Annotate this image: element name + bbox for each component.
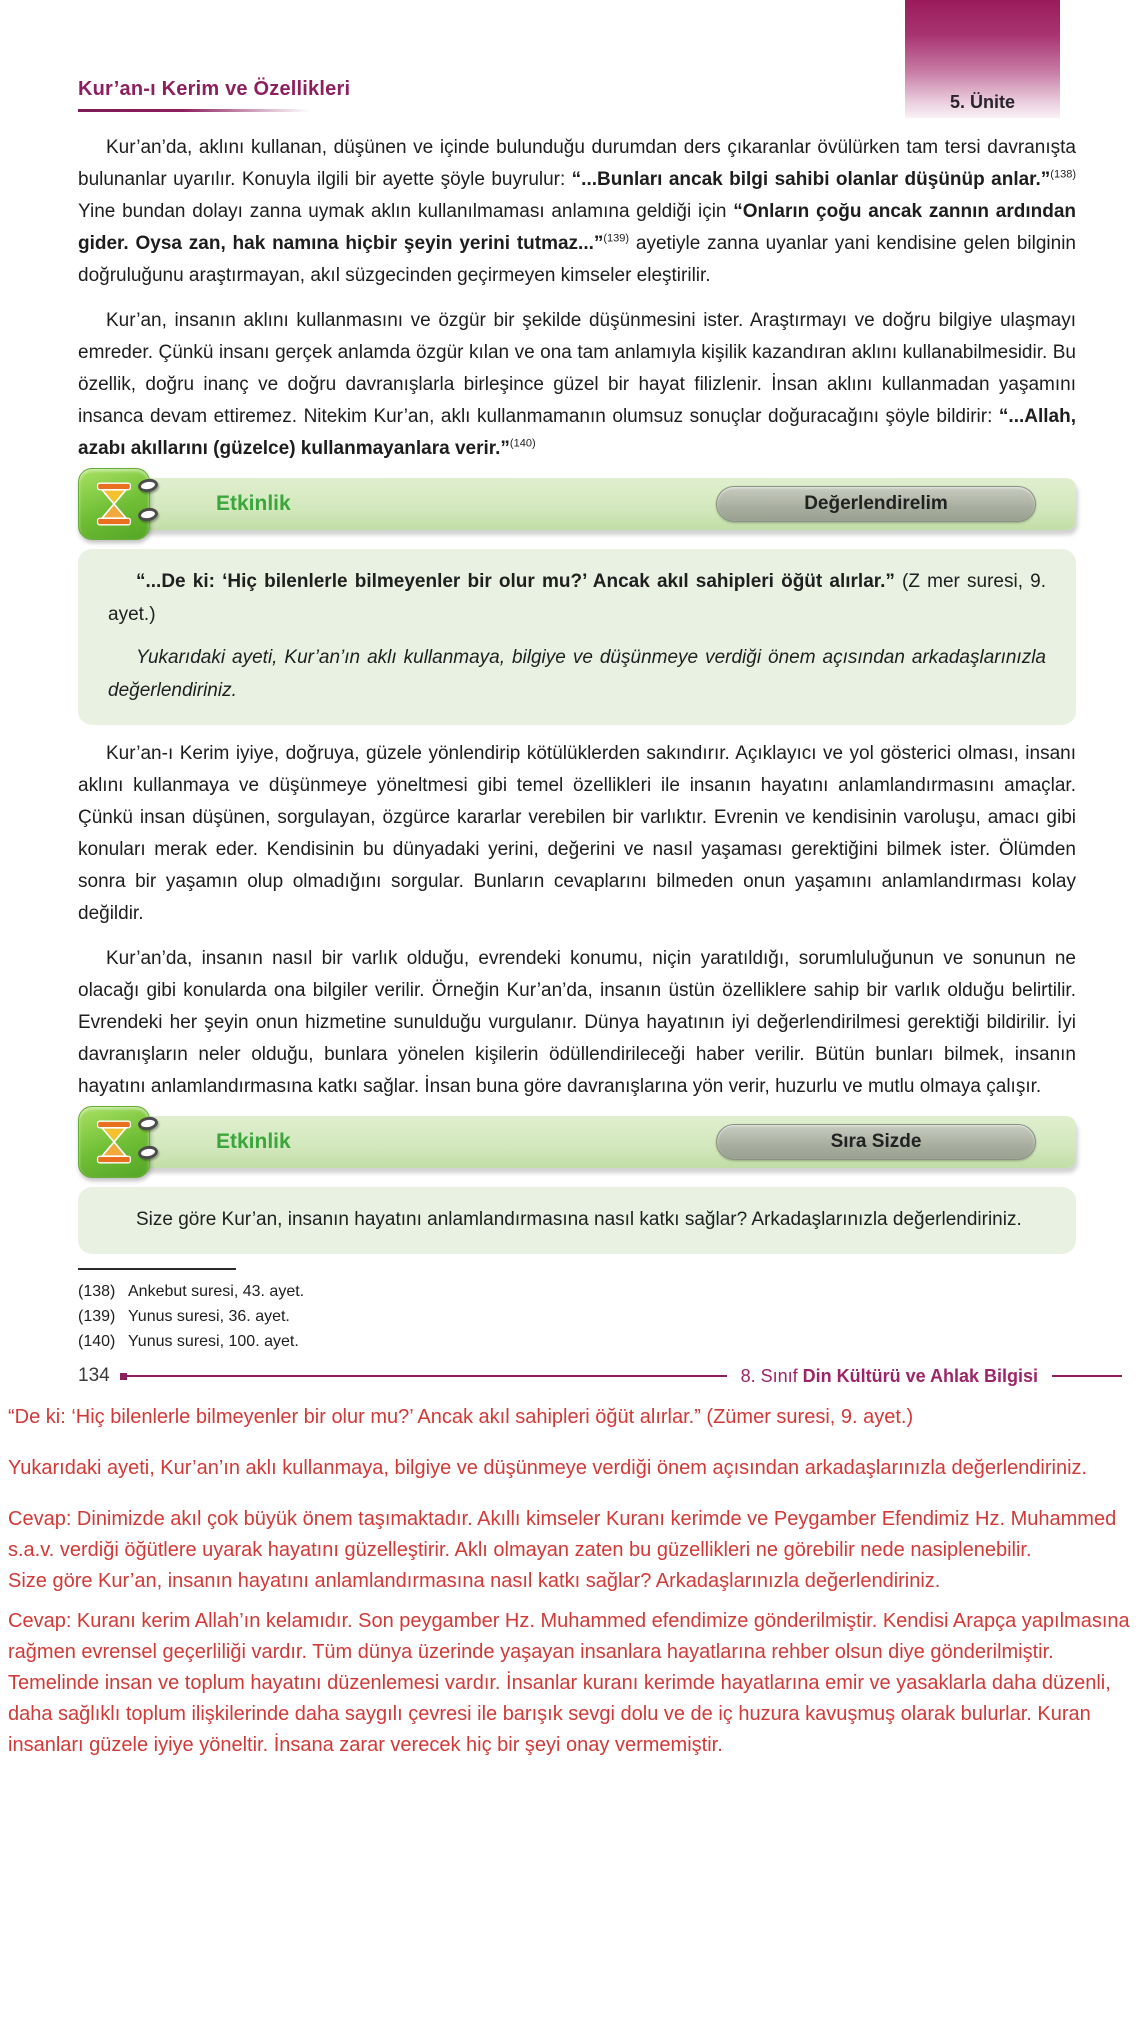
course-grade: 8. Sınıf <box>740 1365 803 1386</box>
footnote-139 <box>78 1304 1148 1329</box>
activity-question: Size göre Kur’an, insanın hayatını anlamlandırmasına nasıl katkı sağlar? Arkadaşlarınızla değerlendiriniz. <box>136 1209 1022 1230</box>
paragraph-2 <box>78 305 1076 465</box>
activity-box-1 <box>78 467 1076 725</box>
quote-bold: “...De ki: ‘Hiç bilenlerle bilmeyenler bir olur mu?’ Ancak akıl sahipleri öğüt alırlar.” <box>136 571 895 592</box>
page-number: 134 <box>78 1365 110 1386</box>
activity-badge-degerlendirelim: Değerlendirelim <box>716 486 1036 522</box>
activity-instruction: Yukarıdaki ayeti, Kur’an’ın aklı kullanmaya, bilgiye ve düşünmeye verdiği önem açısından arkadaşlarınızla değerlendiriniz. <box>108 647 1046 701</box>
footnote-ref-140: (140) <box>509 437 536 450</box>
paragraph-4: Kur’an’da, insanın nasıl bir varlık olduğu, evrendeki konumu, niçin yaratıldığı, sorumluluğunun ve sonunun ne olacağı gibi konularda ona bilgiler verilir. Örneğin Kur’an’da, insanın üstün özelliklere sahip bir varlık olduğu belirtilir. Evrendeki her şeyin onun hizmetine sunulduğu vurgulanır. Dünya hayatının iyi değerlendirilmesi gerektiği bildirilir. İyi davranışların neler olduğu, bunlara yönelen kişilerin ödüllendirileceği haber verilir. Bütün bunları bilmek, insanın hayatını anlamlandırmasına katkı sağlar. İnsan buna göre davranışlarına yön verir, huzurlu ve mutlu olmaya çalışır. <box>78 948 1076 1097</box>
footnote-number: (138) <box>78 1283 116 1300</box>
answer-2: Cevap: Kuranı kerim Allah’ın kelamıdır. Son peygamber Hz. Muhammed efendimize gönderilmiştir. Kendisi Arapça yapılmasına rağmen evrensel geçerliliği vardır. Tüm dünya üzerinde yaşayan insanlara hayatlarına rehber olsun diye gönderilmiştir. Temelinde insan ve toplum hayatını düzenlemesi vardır. İnsanlar kuranı kerimde hayatlarına emir ve yasaklarla daha düzenli, daha sağlıklı toplum ilişkilerinde daha saygılı çevresi ile barışık sevgi dolu ve de iç huzura kavuşmuş olarak bulurlar. Kuran insanları güzele iyiye yöneltir. İnsana zarar verecek hiç bir şeyi onay vermemiştir. <box>8 1610 1130 1756</box>
activity-title-bar <box>136 1116 1076 1168</box>
footer-bullet <box>120 1373 127 1380</box>
answer-1: Cevap: Dinimizde akıl çok büyük önem taşımaktadır. Akıllı kimseler Kuranı kerimde ve Peygamber Efendimiz Hz. Muhammed s.a.v. verdiği öğütlere uyarak hayatını güzelleştirir. Aklı olmayan zaten bu güzellikleri ne görebilir nede nasiplenebilir. <box>8 1508 1117 1561</box>
footnote-divider <box>78 1268 236 1270</box>
page-title: Kur’an-ı Kerim ve Özellikleri <box>78 78 351 100</box>
activity-title: Etkinlik <box>216 492 291 515</box>
footer-rule <box>127 1375 727 1377</box>
page-footer <box>0 1364 1148 1388</box>
footnote-number: (139) <box>78 1308 116 1325</box>
footnote-text: Ankebut suresi, 43. ayet. <box>128 1283 305 1300</box>
footnote-text: Yunus suresi, 36. ayet. <box>128 1308 290 1325</box>
course-title: Din Kültürü ve Ahlak Bilgisi <box>802 1365 1038 1386</box>
text-run: Kur’an’da, aklını kullanan, düşünen ve içinde bulunduğu durumdan ders çıkaranlar övülürken tam tersi davranışta bulunanlar uyarılır. Konuyla ilgili bir ayette şöyle buyrulur: <box>78 137 1076 190</box>
activity-badge-sira-sizde: Sıra Sizde <box>716 1124 1036 1160</box>
quote-bold: “...Bunları ancak bilgi sahibi olanlar düşünüp anlar.” <box>571 169 1051 190</box>
activity-quote <box>108 565 1046 631</box>
footnote-number: (140) <box>78 1333 116 1350</box>
quote-source: (Z mer suresi, 9. ayet.) <box>108 571 1046 625</box>
paragraph-3: Kur’an-ı Kerim iyiye, doğruya, güzele yönlendirip kötülüklerden sakındırır. Açıklayıcı ve yol gösterici olması, insanı aklını kullanmaya ve düşünmeye yöneltmesi gibi temel özellikleri ile insanın hayatını anlamlandırmasını amaçlar. Çünkü insan düşünen, sorgulayan, özgürce kararlar verebilen bir varlıktır. Evrenin ve kendisinin varoluşu, amacı gibi konuları merak eder. Kendisinin bu dünyadaki yerini, değerini ve nasıl yaşaması gerektiğini bilmek ister. Ölümden sonra bir yaşamın olup olmadığını sorgular. Bunların cevaplarını bilmeden onun yaşamını anlamlandırması kolay değildir. <box>78 743 1076 924</box>
footer-rule-short <box>1052 1375 1122 1377</box>
activity-content <box>78 549 1076 725</box>
text-run: Yine bundan dolayı zanna uymak aklın kullanılmaması anlamına geldiği için <box>78 201 734 222</box>
quote-bold: “...Allah, azabı akıllarını (güzelce) kullanmayanlara verir.” <box>78 406 1076 459</box>
footnote-ref-139: (139) <box>603 232 630 245</box>
unit-label: 5. Ünite <box>949 92 1015 112</box>
text-run: ayetiyle zanna uyanlar yani kendisine gelen bilginin doğruluğunu araştırmayan, akıl süzgecinden geçirmeyen kimseler eleştirilir. <box>78 233 1076 286</box>
main-content <box>0 132 1148 1254</box>
course-name <box>741 1366 1038 1387</box>
activity-box-2 <box>78 1105 1076 1254</box>
paragraph-1 <box>78 132 1076 292</box>
activity-title: Etkinlik <box>216 1130 291 1153</box>
unit-band <box>905 0 1060 118</box>
footnote-ref-138: (138) <box>1050 168 1076 181</box>
footnote-text: Yunus suresi, 100. ayet. <box>128 1333 299 1350</box>
title-underline <box>78 109 310 112</box>
activity-title-bar <box>136 478 1076 530</box>
footnote-140 <box>78 1329 1148 1354</box>
text-run: Kur’an, insanın aklını kullanmasını ve özgür bir şekilde düşünmesini ister. Araştırmayı ve doğru bilgiye ulaşmayı emreder. Çünkü insanı gerçek anlamda özgür kılan ve ona tam anlamıyla kişilik kazandıran aklını kullanabilmesidir. Bu özellik, doğru inanç ve doğru davranışlarla birleşince güzel bir hayat filizlenir. İnsan aklını kullanmadan yaşamını insanca devam ettiremez. Nitekim Kur’an, aklı kullanmamanın olumsuz sonuçlar doğuracağını şöyle bildirir: <box>78 310 1076 427</box>
activity-header <box>78 467 1076 541</box>
answer-instruction: Yukarıdaki ayeti, Kur’an’ın aklı kullanmaya, bilgiye ve düşünmeye verdiği önem açısından arkadaşlarınızla değerlendiriniz. <box>8 1457 1088 1479</box>
activity-content <box>78 1187 1076 1254</box>
quote-bold: “Onların çoğu ancak zannın ardından gider. Oysa zan, hak namına hiçbir şeyin yerini tutmaz...” <box>78 201 1076 254</box>
answers-section <box>0 1402 1148 1761</box>
binding-rings-icon <box>138 479 158 521</box>
binding-rings-icon <box>138 1117 158 1159</box>
footnotes <box>0 1268 1148 1354</box>
footnote-138 <box>78 1279 1148 1304</box>
activity-header <box>78 1105 1076 1179</box>
answer-question-2: Size göre Kur’an, insanın hayatını anlamlandırmasına nasıl katkı sağlar? Arkadaşlarınızla değerlendiriniz. <box>8 1570 941 1592</box>
answer-quote: “De ki: ‘Hiç bilenlerle bilmeyenler bir olur mu?’ Ancak akıl sahipleri öğüt alırlar.” (Zümer suresi, 9. ayet.) <box>8 1406 914 1428</box>
